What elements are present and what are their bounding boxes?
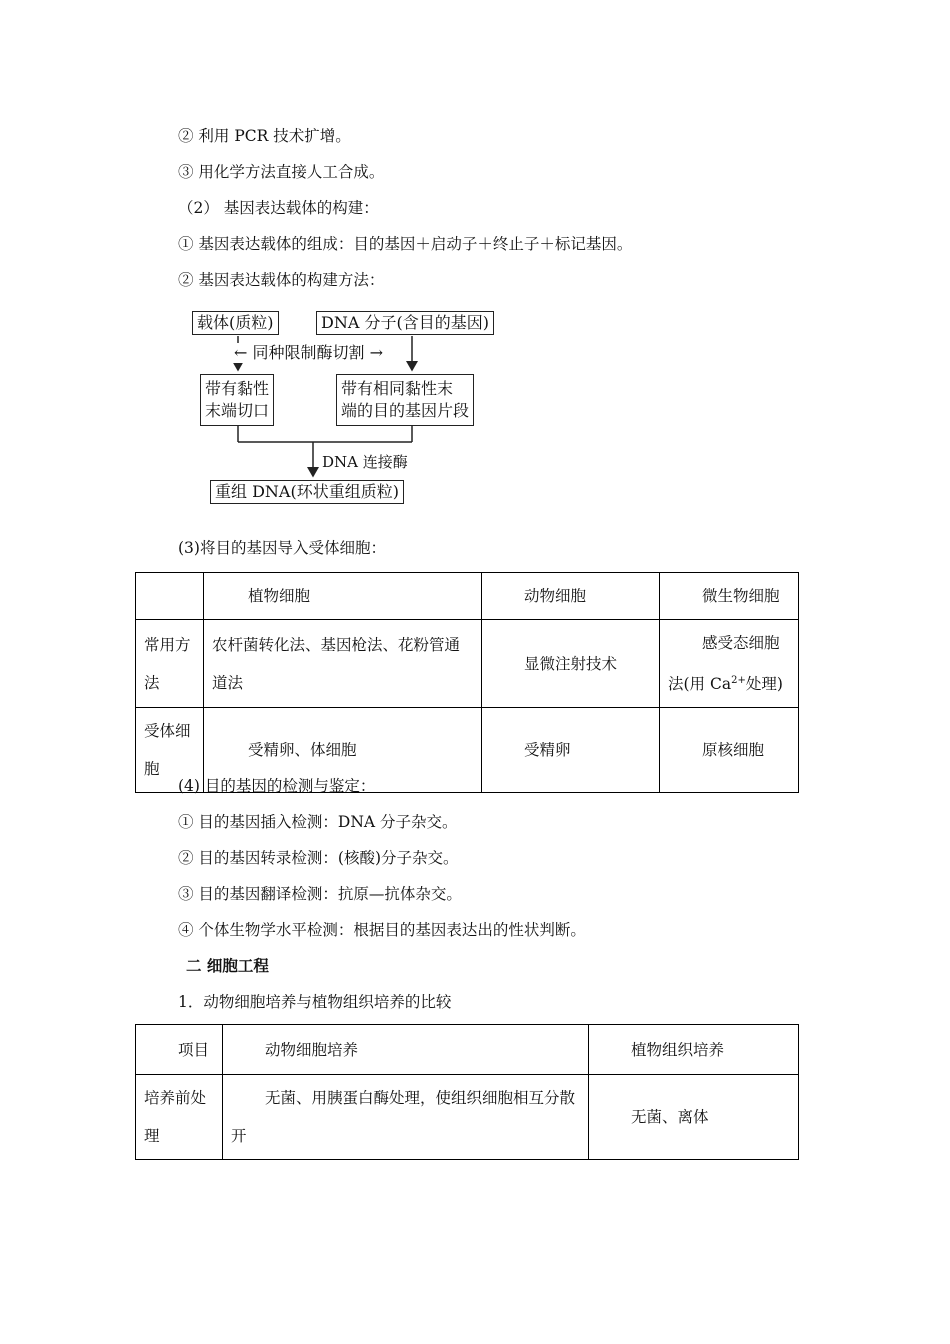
table-cell [660, 620, 799, 708]
cell-text [668, 662, 790, 703]
table-cell: 培养前处理 [136, 1075, 223, 1160]
dna-box: DNA 分子(含目的基因) [316, 311, 494, 335]
text-line: ② 利用 PCR 技术扩增。 [178, 127, 351, 145]
table-cell: 动物细胞培养 [223, 1025, 589, 1075]
sticky-end-box-2 [336, 374, 474, 426]
table-cell: 动物细胞 [482, 573, 660, 620]
chapter-heading: 二 细胞工程 [186, 956, 269, 975]
sticky-end-text: 末端切口 [205, 401, 270, 420]
cell-text: 处理) [745, 675, 783, 694]
text-line: ③ 用化学方法直接人工合成。 [178, 163, 385, 181]
section-heading: (3)将目的基因导入受体细胞： [178, 539, 386, 557]
sticky-end-box-1 [200, 374, 274, 426]
table-cell: 受体细胞 [136, 708, 204, 793]
table-row [136, 620, 799, 708]
table-cell: 受精卵 [482, 708, 660, 793]
section-heading: (4) 目的基因的检测与鉴定： [178, 777, 376, 795]
text-line: ② 基因表达载体的构建方法： [178, 271, 385, 289]
transfer-method-table [135, 572, 799, 793]
text-line: ③ 目的基因翻译检测：抗原—抗体杂交。 [178, 885, 462, 903]
sticky-end-text: 端的目的基因片段 [341, 401, 470, 420]
table-cell: 受精卵、体细胞 [204, 708, 482, 793]
table-cell: 微生物细胞 [660, 573, 799, 620]
table-row [136, 573, 799, 620]
section-heading: 1．动物细胞培养与植物组织培养的比较 [178, 993, 452, 1011]
table-cell: 原核细胞 [660, 708, 799, 793]
cut-label: ← 同种限制酶切割 → [234, 343, 383, 362]
text-line: ② 目的基因转录检测：(核酸)分子杂交。 [178, 849, 459, 867]
table-cell: 无菌、用胰蛋白酶处理，使组织细胞相互分散开 [223, 1075, 589, 1160]
cell-text: 感受态细胞 [702, 634, 780, 652]
table-row [136, 1025, 799, 1075]
table-cell: 农杆菌转化法、基因枪法、花粉管通道法 [204, 620, 482, 708]
table-cell: 植物组织培养 [589, 1025, 799, 1075]
sticky-end-text: 带有黏性 [205, 379, 270, 398]
table-cell: 植物细胞 [204, 573, 482, 620]
vector-box: 载体(质粒) [192, 311, 279, 335]
text-line: ① 目的基因插入检测：DNA 分子杂交。 [178, 813, 458, 831]
result-box: 重组 DNA(环状重组质粒) [210, 480, 404, 504]
sticky-end-text: 带有相同黏性末 [341, 379, 454, 398]
text-line: ① 基因表达载体的组成：目的基因＋启动子＋终止子＋标记基因。 [178, 235, 633, 253]
text-line: ④ 个体生物学水平检测：根据目的基因表达出的性状判断。 [178, 921, 586, 939]
table-row [136, 1075, 799, 1160]
superscript: 2+ [731, 675, 746, 686]
table-cell: 常用方法 [136, 620, 204, 708]
ligase-label: DNA 连接酶 [322, 453, 408, 471]
recombinant-dna-diagram [190, 306, 520, 516]
cell-text: 法(用 Ca [668, 675, 732, 694]
section-heading: （2） 基因表达载体的构建： [178, 199, 379, 217]
table-cell: 项目 [136, 1025, 223, 1075]
table-cell: 显微注射技术 [482, 620, 660, 708]
table-cell [136, 573, 204, 620]
culture-comparison-table [135, 1024, 799, 1160]
table-cell: 无菌、离体 [589, 1075, 799, 1160]
